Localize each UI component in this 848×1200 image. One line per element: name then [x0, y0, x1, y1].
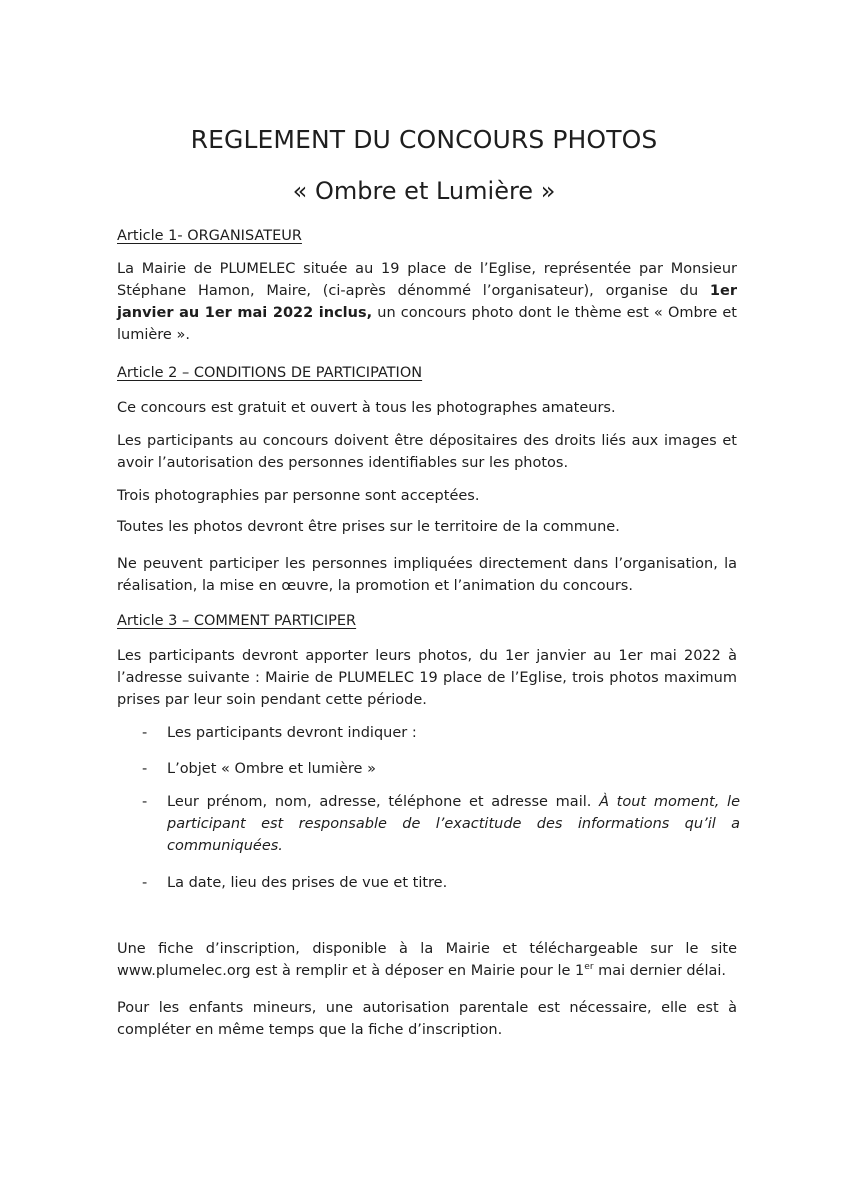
article-1-heading: Article 1- ORGANISATEUR	[117, 228, 302, 244]
bullet-text	[167, 791, 740, 857]
article-2-para-1: Ce concours est gratuit et ouvert à tous les photographes amateurs.	[117, 400, 616, 416]
article-2-para-2: Les participants au concours doivent être dépositaires des droits liés aux images et avoir l’autorisation des personnes identifiables sur les photos.	[117, 433, 737, 471]
registration-text-start: Une fiche d’inscription, disponible à la Mairie et téléchargeable sur le site www.plumelec.org est à remplir et à déposer en Mairie pour le 1	[117, 941, 737, 979]
document-title: REGLEMENT DU CONCOURS PHOTOS	[190, 125, 658, 154]
bullet-dash: -	[142, 794, 148, 810]
bullet-text-plain: Leur prénom, nom, adresse, téléphone et adresse mail.	[167, 794, 600, 810]
article-3-para-2	[117, 938, 737, 982]
bullet-text-italic: À tout moment, le participant est responsable de l’exactitude des informations qu’il a communiquées.	[167, 794, 740, 854]
article-1-text-start: La Mairie de PLUMELEC située au 19 place de l’Eglise, représentée par Monsieur Stéphane Hamon, Maire, (ci-après dénommé l’organisateur), organise du	[117, 261, 737, 299]
article-1-text-end: un concours photo dont le thème est « Ombre et lumière ».	[117, 305, 737, 343]
article-1-text	[117, 258, 737, 346]
registration-text-end: mai dernier délai.	[593, 963, 727, 979]
ordinal-superscript: er	[584, 962, 594, 973]
bullet-dash: -	[142, 725, 148, 741]
article-2-heading: Article 2 – CONDITIONS DE PARTICIPATION	[117, 365, 423, 381]
bullet-dash: -	[142, 875, 148, 891]
article-2-para-3: Trois photographies par personne sont acceptées.	[117, 488, 480, 504]
bullet-text: L’objet « Ombre et lumière »	[167, 761, 376, 777]
article-3-heading: Article 3 – COMMENT PARTICIPER	[117, 613, 357, 629]
bullet-text: La date, lieu des prises de vue et titre.	[167, 875, 448, 891]
article-2-para-4: Toutes les photos devront être prises sur le territoire de la commune.	[117, 519, 620, 535]
article-1-dates: 1er janvier au 1er mai 2022 inclus,	[117, 283, 737, 321]
article-3-para-1: Les participants devront apporter leurs photos, du 1er janvier au 1er mai 2022 à l’adresse suivante : Mairie de PLUMELEC 19 place de l’Eglise, trois photos maximum prises par leur soin pendant cette période.	[117, 648, 737, 708]
document-subtitle: « Ombre et Lumière »	[292, 177, 556, 205]
bullet-dash: -	[142, 761, 148, 777]
bullet-text: Les participants devront indiquer :	[167, 725, 417, 741]
article-3-para-3: Pour les enfants mineurs, une autorisation parentale est nécessaire, elle est à compléter en même temps que la fiche d’inscription.	[117, 1000, 737, 1038]
article-2-para-5: Ne peuvent participer les personnes impliquées directement dans l’organisation, la réalisation, la mise en œuvre, la promotion et l’animation du concours.	[117, 556, 737, 594]
